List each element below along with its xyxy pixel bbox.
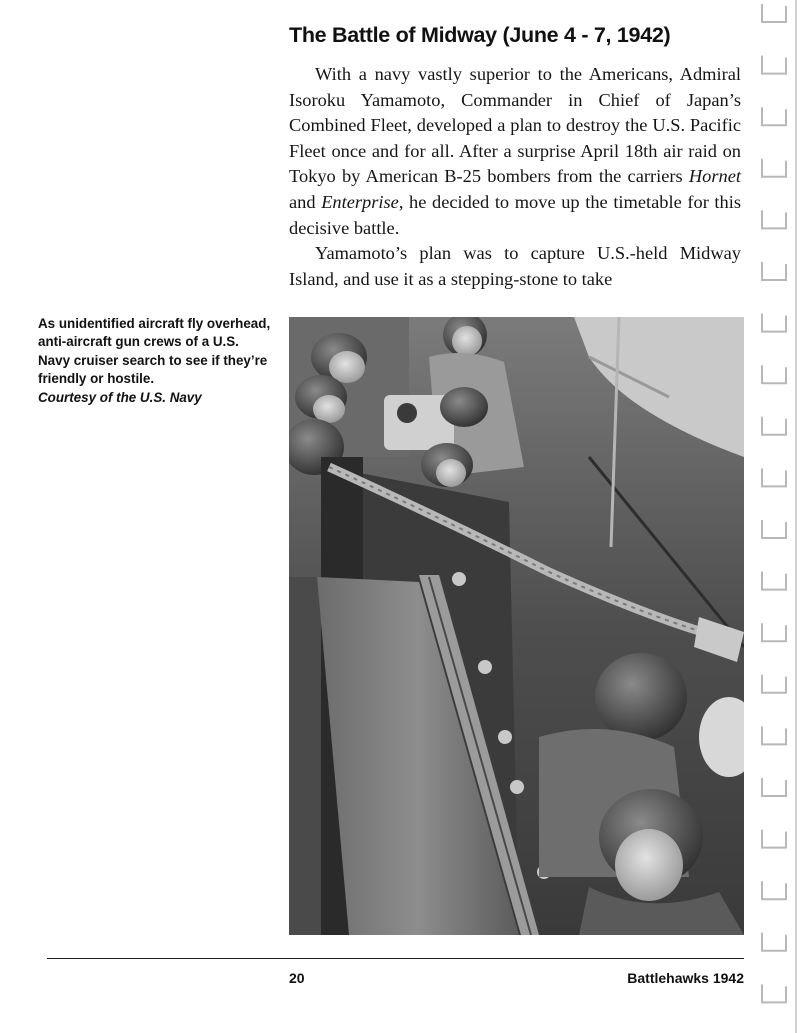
binding-tab — [762, 520, 786, 538]
photo-caption — [38, 315, 274, 407]
spiral-binding — [750, 0, 800, 1033]
binding-tab — [762, 623, 786, 641]
binding-tab — [762, 572, 786, 590]
binding-tab — [762, 417, 786, 435]
binding-tab — [762, 159, 786, 177]
gun-crew-photo — [289, 317, 744, 935]
photo-credit: Courtesy of the U.S. Navy — [38, 389, 202, 405]
binding-tab — [762, 881, 786, 899]
binding-tab — [762, 262, 786, 280]
carrier-name-hornet: Hornet — [688, 166, 741, 187]
binding-tab — [762, 984, 786, 1002]
paragraph-1-text-end: , he decided to move up the timetable for this decisive battle. — [289, 191, 742, 238]
paragraph-1-text-and: and — [289, 191, 322, 212]
binding-tab — [762, 726, 786, 744]
page-title: The Battle of Midway (June 4 - 7, 1942) — [289, 23, 671, 47]
binding-tab — [762, 830, 786, 848]
binding-tab — [762, 4, 786, 22]
page-number: 20 — [289, 970, 305, 986]
binding-tab — [762, 675, 786, 693]
footer-rule — [47, 958, 744, 959]
binding-tab — [762, 56, 786, 74]
binding-tab — [762, 778, 786, 796]
binding-tab — [762, 933, 786, 951]
footer-book-title: Battlehawks 1942 — [627, 970, 744, 986]
paragraph-1-text-start: With a navy vastly superior to the Americans, Admiral Isoroku Yamamoto, Commander in Chief of Japan’s Combined Fleet, developed a plan to destroy the U.S. Pacific Fleet once and for all. After a surprise April 18th air raid on Tokyo by American B-25 bombers from the carriers — [289, 64, 741, 187]
paragraph-1 — [289, 62, 741, 241]
binding-tab — [762, 314, 786, 332]
caption-text: As unidentified aircraft fly overhead, anti-aircraft gun crews of a U.S. Navy cruiser search to see if they’re friendly or hostile. — [38, 316, 271, 387]
article-body — [289, 62, 741, 292]
binding-tabs — [750, 0, 800, 1033]
binding-tab — [762, 365, 786, 383]
photo-illustration — [289, 317, 744, 935]
binding-tab — [762, 468, 786, 486]
binding-tab — [762, 210, 786, 228]
carrier-name-enterprise: Enterprise — [321, 191, 399, 212]
paragraph-2: Yamamoto’s plan was to capture U.S.-held Midway Island, and use it as a stepping-stone to take — [289, 243, 741, 289]
binding-tab — [762, 107, 786, 125]
